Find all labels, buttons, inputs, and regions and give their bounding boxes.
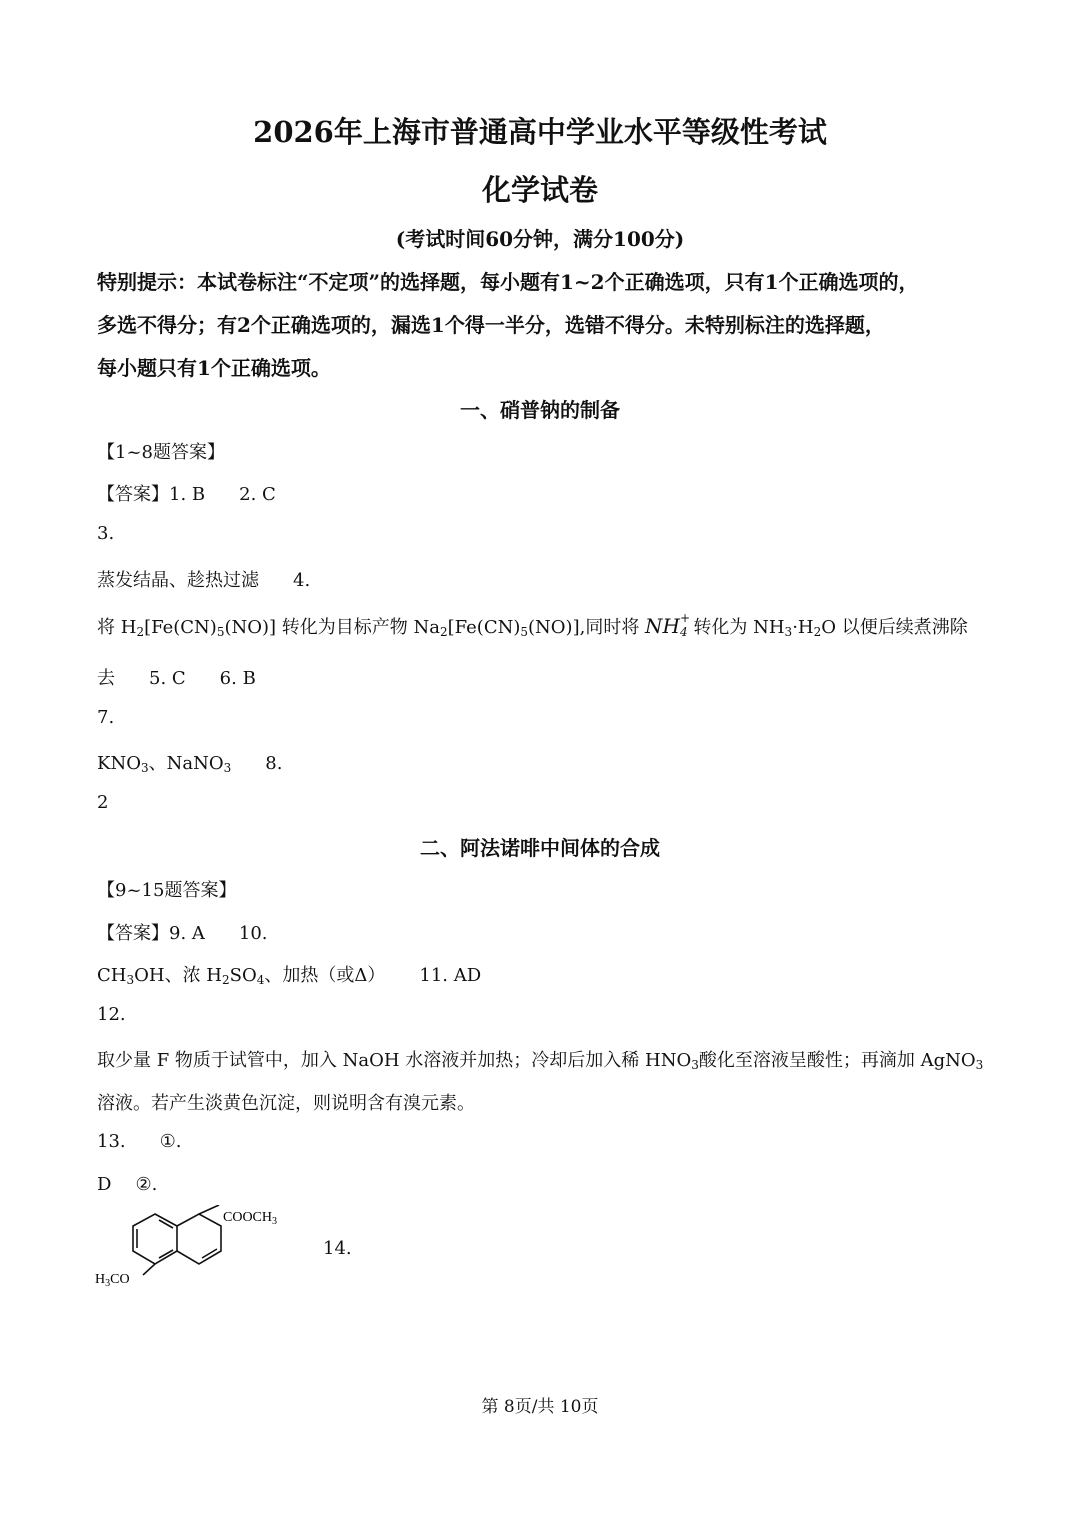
answer-5: 5. C <box>149 668 186 689</box>
answer-13-line <box>97 1174 157 1195</box>
answer-10: $CH_3OH$、浓 $H_2SO_4$、加热（或Δ） <box>97 965 386 987</box>
ammonium-ion: $NH_{4 +}$ <box>645 611 691 639</box>
section-2-range: 【9~15题答案】 <box>97 880 237 901</box>
answer-12-line-1: 取少量 F 物质于试管中，加入 NaOH 水溶液并加热；冷却后加入稀 $HNO_3$酸化至溶液呈酸性；再滴加 AgNO$_3$ <box>97 1050 984 1072</box>
section-2-heading: 二、阿法诺啡中间体的合成 <box>420 836 660 860</box>
text: 转化为目标产物 <box>276 617 414 638</box>
answer-3: 蒸发结晶、趁热过滤 <box>97 570 259 591</box>
answer-3-line <box>97 566 310 592</box>
answer-13-1: D <box>97 1174 112 1195</box>
text: 转化为 <box>687 617 754 638</box>
answer-4-cont-line <box>97 664 256 690</box>
question-13-line <box>97 1131 182 1152</box>
label-cooch3: $COOCH_3$ <box>223 1210 278 1227</box>
question-13-sub-2: ②. <box>135 1174 158 1195</box>
answer-6: 6. B <box>219 668 256 689</box>
answer-prefix: 【答案】 <box>97 484 169 505</box>
answer-prefix: 【答案】 <box>97 923 169 944</box>
text: 以便后续煮沸除 <box>836 617 968 638</box>
question-13-sub-1: ①. <box>159 1131 182 1152</box>
section-1-heading: 一、硝普钠的制备 <box>460 398 620 422</box>
page-footer: 第 8页/共 10页 <box>481 1397 599 1417</box>
notice-line-1: 特别提示：本试卷标注“不定项”的选择题，每小题有1~2个正确选项，只有1个正确选项的， <box>97 270 919 294</box>
answer-4-cont: 去 <box>97 668 115 689</box>
structure-drawing <box>95 1205 295 1295</box>
question-4-number: 4. <box>293 570 311 591</box>
answer-9: 9. A <box>169 923 205 944</box>
notice-line-2: 多选不得分；有2个正确选项的，漏选1个得一半分，选错不得分。未特别标注的选择题， <box>97 313 885 337</box>
answer-10-line <box>97 961 481 987</box>
answer-7: $KNO_3$、NaNO$_3$ <box>97 753 232 775</box>
question-14-number: 14. <box>323 1238 352 1259</box>
answer-line-1-2 <box>97 480 276 506</box>
question-13-number: 13. <box>97 1131 126 1152</box>
answer-8: 2 <box>97 792 109 813</box>
answer-line-9-10 <box>97 919 268 945</box>
formula-na2fe: $Na_2[Fe(CN)_5(NO)]$ <box>413 617 580 639</box>
question-8-number: 8. <box>265 753 283 774</box>
question-7-number: 7. <box>97 707 115 728</box>
answer-2: 2. C <box>239 484 276 505</box>
answer-11: 11. AD <box>419 965 482 986</box>
question-3-number: 3. <box>97 523 115 544</box>
exam-title: 2026年上海市普通高中学业水平等级性考试 <box>253 115 827 149</box>
formula-h2fe: $H_2[Fe(CN)_5(NO)]$ <box>120 617 277 639</box>
answer-1: 1. B <box>169 484 206 505</box>
paper-subtitle: 化学试卷 <box>481 173 598 207</box>
notice-line-3: 每小题只有1个正确选项。 <box>97 356 331 380</box>
chemical-structure <box>95 1205 295 1299</box>
answer-7-line <box>97 749 282 775</box>
question-12-number: 12. <box>97 1004 126 1025</box>
answer-12-line-2: 溶液。若产生淡黄色沉淀，则说明含有溴元素。 <box>97 1093 475 1114</box>
section-1-range: 【1~8题答案】 <box>97 442 225 463</box>
label-h3co: $H_3CO$ <box>95 1272 130 1289</box>
formula-nh3h2o: $NH_3\cdot H_2O$ <box>753 617 837 639</box>
question-10-number: 10. <box>238 923 268 944</box>
answer-4-line <box>97 613 968 639</box>
text: 将 <box>97 617 121 638</box>
text: ,同时将 <box>579 617 646 638</box>
exam-info: (考试时间60分钟，满分100分) <box>395 227 685 251</box>
